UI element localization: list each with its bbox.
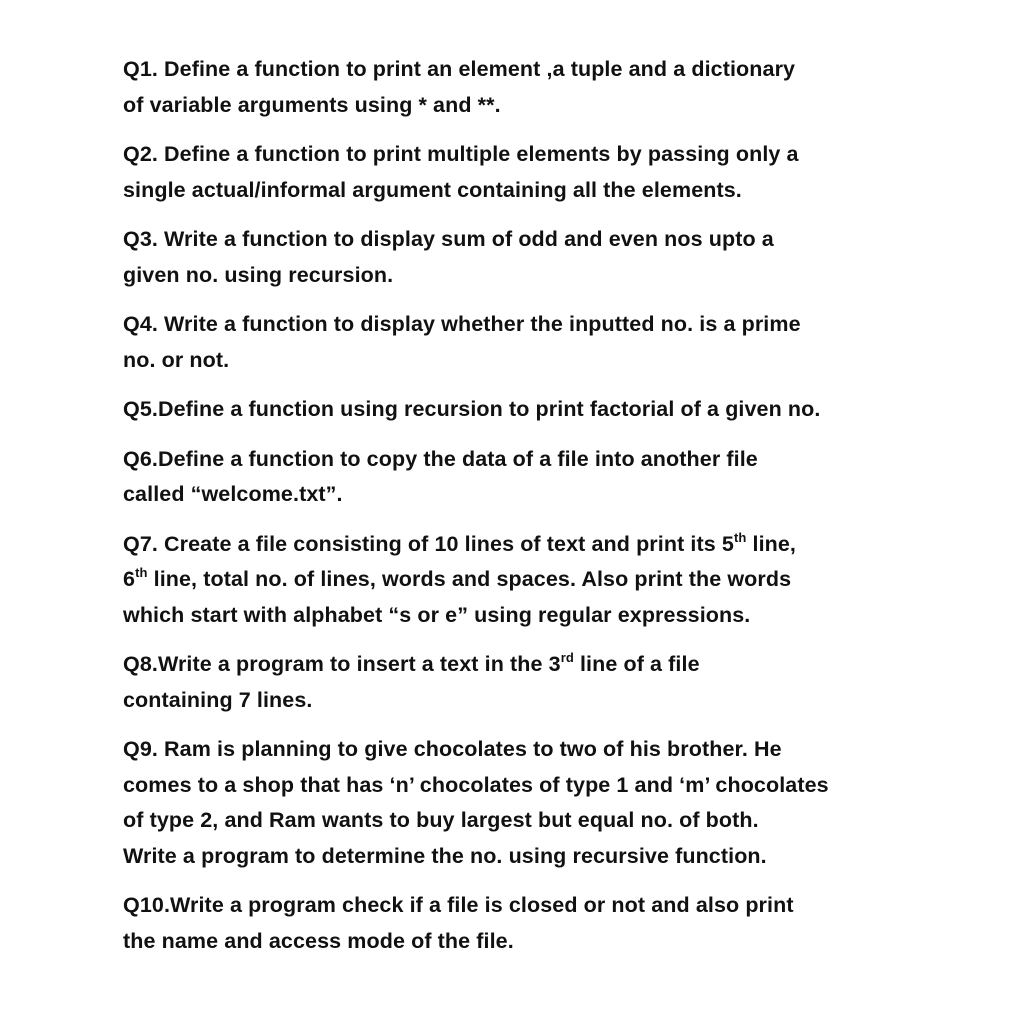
question-text: line, total no. of lines, words and spaces. Also print the words (147, 567, 792, 591)
question-line (123, 442, 923, 478)
question-text: Q5.Define a function using recursion to print factorial of a given no. (123, 397, 821, 421)
question-line (123, 888, 923, 924)
question-text: Write a program to determine the no. using recursive function. (123, 843, 767, 868)
question-text: Q1. Define a function to print an element ,a tuple and a dictionary (123, 57, 796, 81)
question-text: line of a file (573, 652, 700, 676)
question-line (123, 392, 923, 428)
question-text: Q9. Ram is planning to give chocolates to two of his brother. He (123, 737, 782, 761)
question-line (123, 647, 923, 683)
question-text: comes to a shop that has ‘n’ chocolates of type 1 and ‘m’ chocolates (123, 772, 829, 797)
question-line (123, 307, 923, 343)
question-line (123, 683, 923, 719)
question-line (123, 137, 923, 173)
question-text: given no. using recursion. (123, 262, 394, 287)
question-line (123, 803, 923, 839)
question-text: 6 (123, 567, 136, 591)
question-line (123, 562, 923, 598)
ordinal-superscript: rd (560, 650, 574, 665)
question-text: which start with alphabet “s or e” using regular expressions. (123, 602, 751, 627)
question-text: Q8.Write a program to insert a text in the 3 (123, 652, 561, 676)
question-text: Q3. Write a function to display sum of odd and even nos upto a (123, 227, 774, 251)
question-line (123, 839, 923, 875)
question-text: no. or not. (123, 347, 230, 372)
question-line (123, 52, 923, 88)
question-text: Q10.Write a program check if a file is closed or not and also print (123, 893, 794, 917)
question-line (123, 598, 923, 634)
question-text: Q6.Define a function to copy the data of a file into another file (123, 446, 758, 471)
question-3 (123, 222, 923, 293)
question-text: of variable arguments using * and **. (123, 92, 501, 117)
question-2 (123, 137, 923, 208)
question-4 (123, 307, 923, 378)
question-line (123, 732, 923, 768)
question-line (123, 343, 923, 379)
question-9 (123, 732, 923, 874)
question-text: Q4. Write a function to display whether the inputted no. is a prime (123, 312, 801, 336)
question-line (123, 924, 923, 960)
ordinal-superscript: th (733, 529, 747, 545)
question-line (123, 258, 923, 294)
question-text: of type 2, and Ram wants to buy largest but equal no. of both. (123, 808, 759, 832)
question-line (123, 88, 923, 124)
question-line (123, 222, 923, 258)
question-8 (123, 647, 923, 718)
ordinal-superscript: th (135, 565, 148, 580)
question-text: called “welcome.txt”. (123, 482, 343, 506)
question-text: single actual/informal argument containing all the elements. (123, 177, 742, 202)
question-1 (123, 52, 923, 123)
question-7 (123, 527, 923, 634)
question-text: Q7. Create a file consisting of 10 lines of text and print its 5 (123, 531, 734, 556)
question-text: line, (746, 531, 797, 556)
question-line (123, 477, 923, 513)
question-line (123, 173, 923, 209)
question-sheet (123, 52, 923, 973)
question-line (123, 768, 923, 804)
question-line (123, 527, 923, 563)
question-text: containing 7 lines. (123, 687, 313, 712)
question-5 (123, 392, 923, 428)
question-10 (123, 888, 923, 959)
question-text: Q2. Define a function to print multiple elements by passing only a (123, 142, 799, 166)
question-6 (123, 442, 923, 513)
question-text: the name and access mode of the file. (123, 928, 514, 953)
